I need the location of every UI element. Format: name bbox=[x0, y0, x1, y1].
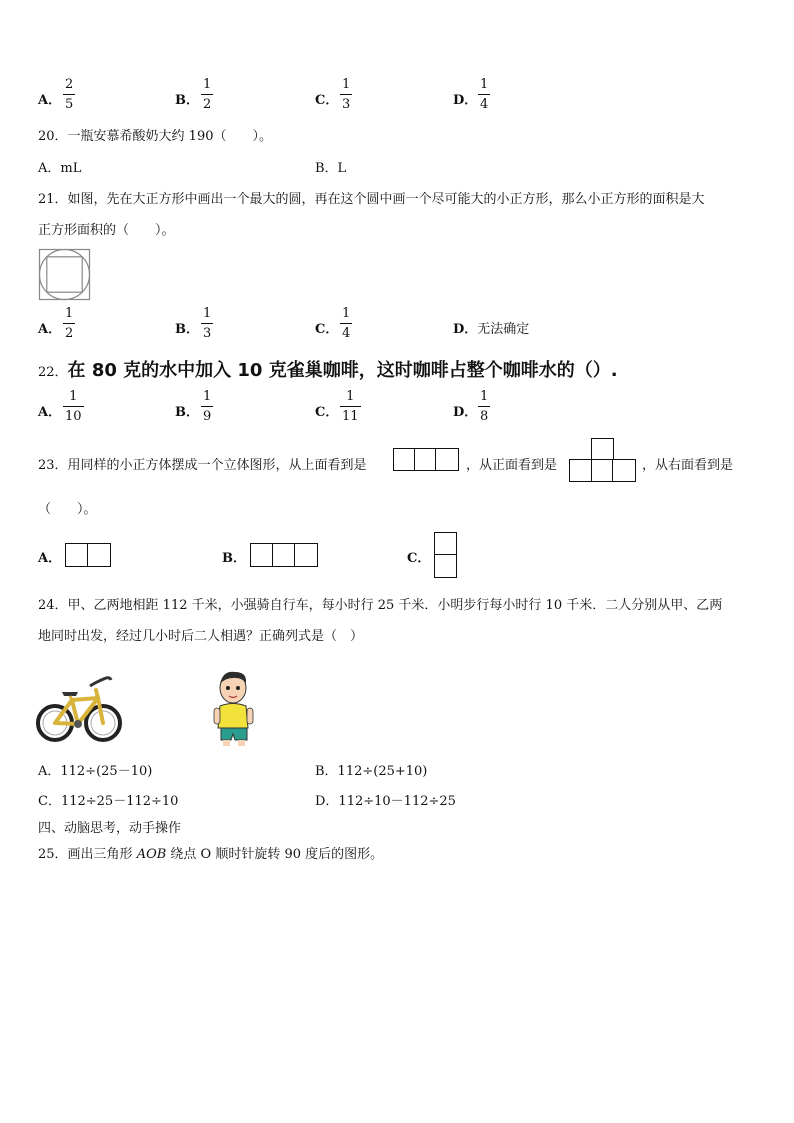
q20-option-b: B．L bbox=[315, 161, 347, 176]
q22-question: 22．在 80 克的水中加入 10 克雀巢咖啡，这时咖啡占整个咖啡水的（）. bbox=[38, 360, 618, 381]
q21-text-line1: 21．如图，先在大正方形中画出一个最大的圆，再在这个圆中画一个尽可能大的小正方形，那么小正方形的面积是大 bbox=[38, 192, 705, 207]
q20-option-a: A．mL bbox=[38, 161, 82, 176]
q24-text-line1: 24．甲、乙两地相距 112 千米，小强骑自行车，每小时行 25 千米．小明步行每小时行 10 千米．二人分别从甲、乙两 bbox=[38, 598, 723, 613]
q19-option-d-fraction: 1 4 bbox=[480, 77, 489, 112]
section-four-title: 四、动脑思考，动手操作 bbox=[38, 821, 182, 836]
q23-text-part3: ，从右面看到是 bbox=[642, 458, 734, 473]
q19-option-d-letter: D． bbox=[453, 93, 478, 108]
q23-text-part1: 23．用同样的小正方体摆成一个立体图形，从上面看到是 bbox=[38, 458, 367, 473]
q21-option-c-letter: C． bbox=[315, 322, 339, 337]
q19-option-a-fraction: 2 5 bbox=[65, 77, 74, 112]
boy-illustration bbox=[213, 668, 255, 748]
q21-option-d: D．无法确定 bbox=[453, 322, 530, 337]
q21-option-c-fraction: 1 4 bbox=[342, 306, 351, 341]
q22-option-c-letter: C． bbox=[315, 405, 339, 420]
q24-option-d: D．112÷10－112÷25 bbox=[315, 794, 456, 809]
q23-text-line2: （ ）。 bbox=[38, 502, 97, 517]
q22-option-c-fraction: 1 11 bbox=[342, 389, 359, 424]
q22-option-b-letter: B． bbox=[175, 405, 199, 420]
q24-text-line2: 地同时出发，经过几小时后二人相遇？正确列式是（ ） bbox=[38, 629, 364, 644]
q23-option-c-letter: C． bbox=[407, 551, 431, 566]
q19-option-c-fraction: 1 3 bbox=[342, 77, 351, 112]
q19-option-a-letter: A． bbox=[38, 93, 62, 108]
q22-option-b-fraction: 1 9 bbox=[203, 389, 212, 424]
q21-text-line2: 正方形面积的（ ）。 bbox=[38, 223, 175, 238]
q19-option-c-letter: C． bbox=[315, 93, 339, 108]
q19-option-b-fraction: 1 2 bbox=[203, 77, 212, 112]
q22-option-d-fraction: 1 8 bbox=[480, 389, 489, 424]
q22-option-a-letter: A． bbox=[38, 405, 62, 420]
q22-option-d-letter: D． bbox=[453, 405, 478, 420]
q23-text-part2: ，从正面看到是 bbox=[466, 458, 558, 473]
bicycle-illustration bbox=[36, 668, 122, 748]
q24-option-a: A．112÷(25－10) bbox=[38, 764, 153, 779]
q20-text: 20．一瓶安慕希酸奶大约 190（ ）。 bbox=[38, 129, 272, 144]
q22-option-a-fraction: 1 10 bbox=[65, 389, 82, 424]
q24-option-c: C．112÷25－112÷10 bbox=[38, 794, 179, 809]
q21-option-b-fraction: 1 3 bbox=[203, 306, 212, 341]
square-circle-figure bbox=[38, 248, 92, 302]
q21-option-b-letter: B． bbox=[175, 322, 199, 337]
q25-text: 25．画出三角形 AOB 绕点 O 顺时针旋转 90 度后的图形。 bbox=[38, 847, 384, 862]
q21-option-a-letter: A． bbox=[38, 322, 62, 337]
q23-option-a-letter: A． bbox=[38, 551, 62, 566]
q19-option-b-letter: B． bbox=[175, 93, 199, 108]
q23-option-b-letter: B． bbox=[222, 551, 246, 566]
q24-option-b: B．112÷(25+10) bbox=[315, 764, 428, 779]
q21-option-a-fraction: 1 2 bbox=[65, 306, 74, 341]
